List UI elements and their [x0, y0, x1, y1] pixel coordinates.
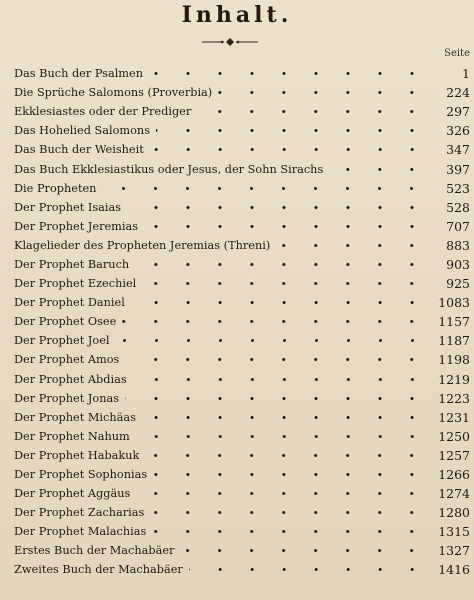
dot-leader — [142, 408, 428, 427]
toc-entry-title: Der Prophet Jonas — [14, 391, 119, 405]
toc-entry-page-number: 1257 — [438, 447, 470, 463]
toc-entry — [14, 503, 470, 522]
toc-entry — [14, 331, 470, 350]
toc-entry — [14, 293, 470, 312]
toc-entry-page-number: 1280 — [438, 505, 470, 521]
toc-entry-page-number: 1231 — [438, 409, 470, 425]
dot-leader — [125, 389, 428, 408]
toc-entry — [14, 83, 470, 102]
toc-entry-title: Zweites Buch der Machabäer — [14, 563, 183, 577]
toc-entry-title: Der Prophet Jeremias — [14, 219, 139, 233]
dot-leader — [145, 446, 428, 465]
toc-entry-title: Der Prophet Malachias — [14, 525, 147, 539]
toc-entry-page-number: 1223 — [438, 390, 470, 406]
toc-entry-title: Der Prophet Sophonias — [14, 468, 148, 482]
dot-leader — [218, 83, 428, 102]
dot-leader — [133, 370, 428, 389]
dot-leader — [122, 312, 428, 331]
toc-entry-title: Ekklesiastes oder der Prediger — [14, 105, 192, 119]
toc-entry-title: Der Prophet Abdias — [14, 372, 127, 386]
toc-entry-page-number: 1187 — [438, 333, 470, 349]
toc-entry-title: Der Prophet Habakuk — [14, 448, 140, 462]
toc-entry-page-number: 297 — [446, 104, 470, 120]
toc-entry — [14, 350, 470, 369]
toc-entry-page-number: 903 — [446, 256, 470, 272]
dot-leader — [131, 293, 428, 312]
dot-leader — [136, 484, 428, 503]
toc-entry — [14, 370, 470, 389]
toc-entry — [14, 408, 470, 427]
dot-leader — [136, 427, 428, 446]
toc-entry-title: Der Prophet Ezechiel — [14, 277, 137, 291]
toc-entry-page-number: 1083 — [438, 295, 470, 311]
toc-entry — [14, 522, 470, 541]
dot-leader — [125, 350, 428, 369]
toc-entry — [14, 217, 470, 236]
toc-entry — [14, 465, 470, 484]
toc-entry — [14, 159, 470, 178]
toc-entry-title: Der Prophet Isaias — [14, 200, 122, 214]
toc-entry-page-number: 1315 — [438, 524, 470, 540]
toc-entry — [14, 140, 470, 159]
dot-leader — [135, 255, 428, 274]
toc-entry — [14, 312, 470, 331]
toc-entry-page-number: 1219 — [438, 371, 470, 387]
toc-entry-page-number: 1416 — [438, 562, 470, 578]
toc-entry-title: Der Prophet Osee — [14, 315, 117, 329]
dot-leader — [149, 64, 428, 83]
dot-leader — [153, 465, 428, 484]
ornament-divider — [200, 37, 260, 47]
dot-leader — [116, 331, 429, 350]
toc-entry-page-number: 347 — [446, 142, 470, 158]
toc-entry-page-number: 1274 — [438, 486, 470, 502]
dot-leader — [150, 140, 428, 159]
dot-leader — [189, 560, 428, 579]
toc-entry — [14, 484, 470, 503]
page-heading: Inhalt. — [181, 2, 293, 28]
toc-entry — [14, 102, 470, 121]
dot-leader — [156, 121, 428, 140]
toc-entry — [14, 389, 470, 408]
toc-entry-title: Der Prophet Joel — [14, 334, 110, 348]
toc-entry-page-number: 1250 — [438, 428, 470, 444]
toc-entry-title: Der Prophet Daniel — [14, 296, 125, 310]
toc-entry — [14, 255, 470, 274]
toc-entry-page-number: 1 — [462, 66, 470, 82]
toc-entry — [14, 179, 470, 198]
toc-entry-title: Das Buch der Weisheit — [14, 143, 144, 157]
toc-entry-page-number: 1198 — [438, 352, 470, 368]
toc-entry — [14, 236, 470, 255]
toc-entry-title: Erstes Buch der Machabäer — [14, 544, 175, 558]
dot-leader — [329, 160, 428, 179]
dot-leader — [144, 217, 428, 236]
toc-entry-title: Das Buch der Psalmen — [14, 67, 143, 81]
toc-entry-title: Der Prophet Amos — [14, 353, 120, 367]
toc-entry-title: Das Buch Ekklesiastikus oder Jesus, der Sohn Sirachs — [14, 162, 324, 176]
page-column-label: Seite — [444, 48, 470, 59]
toc-entry — [14, 541, 470, 560]
toc-entry-page-number: 883 — [446, 237, 470, 253]
dot-leader — [152, 522, 428, 541]
toc-entry — [14, 121, 470, 140]
toc-entry-title: Die Propheten — [14, 181, 97, 195]
toc-entry — [14, 198, 470, 217]
dot-leader — [150, 503, 428, 522]
toc-entry-title: Der Prophet Baruch — [14, 257, 130, 271]
toc-entry-page-number: 707 — [446, 218, 470, 234]
toc-entry-title: Der Prophet Aggäus — [14, 487, 131, 501]
table-of-contents — [14, 64, 470, 580]
dot-leader — [180, 541, 428, 560]
toc-entry-title: Das Hohelied Salomons — [14, 124, 151, 138]
toc-entry — [14, 446, 470, 465]
toc-entry-page-number: 523 — [446, 180, 470, 196]
toc-entry-title: Der Prophet Michäas — [14, 410, 136, 424]
toc-entry-title: Der Prophet Nahum — [14, 429, 130, 443]
toc-entry-page-number: 925 — [446, 276, 470, 292]
dot-leader — [102, 179, 428, 198]
dot-leader — [127, 198, 428, 217]
dot-leader — [276, 236, 428, 255]
toc-entry — [14, 64, 470, 83]
toc-entry-title: Der Prophet Zacharias — [14, 506, 145, 520]
toc-entry-page-number: 1327 — [438, 543, 470, 559]
toc-entry-page-number: 224 — [446, 85, 470, 101]
toc-entry-title: Klagelieder des Propheten Jeremias (Threni) — [14, 238, 271, 252]
toc-entry-page-number: 1266 — [438, 467, 470, 483]
toc-entry-page-number: 397 — [446, 161, 470, 177]
dot-leader — [142, 274, 428, 293]
toc-entry — [14, 274, 470, 293]
toc-entry-page-number: 528 — [446, 199, 470, 215]
toc-entry — [14, 560, 470, 579]
dot-leader — [197, 102, 428, 121]
toc-entry — [14, 427, 470, 446]
toc-entry-page-number: 326 — [446, 123, 470, 139]
toc-entry-page-number: 1157 — [438, 314, 470, 330]
toc-entry-title: Die Sprüche Salomons (Proverbia) — [14, 86, 213, 100]
